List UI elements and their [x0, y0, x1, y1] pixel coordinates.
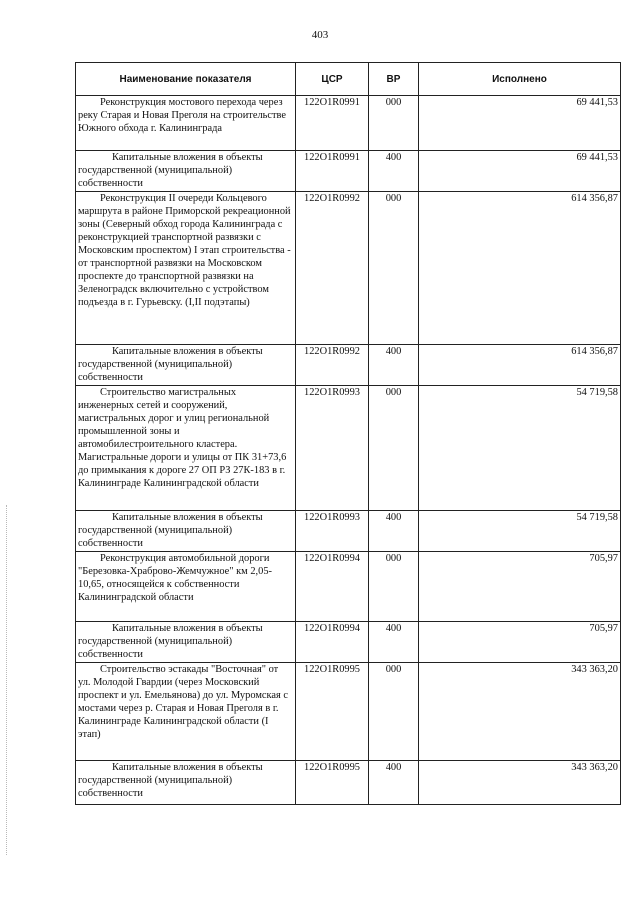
- row-csr: 122O1R0994: [296, 622, 369, 663]
- row-csr: 122O1R0993: [296, 511, 369, 552]
- row-name: Капитальные вложения в объекты государственной (муниципальной) собственности: [76, 622, 296, 663]
- header-executed: Исполнено: [419, 63, 621, 96]
- table-row: [76, 96, 621, 151]
- row-name: Капитальные вложения в объекты государственной (муниципальной) собственности: [76, 345, 296, 386]
- scan-margin-dots: [6, 505, 8, 855]
- row-csr: 122O1R0993: [296, 386, 369, 511]
- row-vr: 400: [369, 761, 419, 805]
- table-row: [76, 622, 621, 663]
- row-executed: 54 719,58: [419, 511, 621, 552]
- page-number: 403: [311, 29, 329, 41]
- table-row: [76, 345, 621, 386]
- row-name: Реконструкция автомобильной дороги "Березовка-Храброво-Жемчужное" км 2,05-10,65, относящейся к собственности Калининградской области: [76, 552, 296, 622]
- row-name: Строительство эстакады "Восточная" от ул. Молодой Гвардии (через Московский проспект и ул. Емельянова) до ул. Муромская с мостами через р. Старая и Новая Преголя в г. Калининграде Калининградской области (I этап): [76, 663, 296, 761]
- row-csr: 122O1R0992: [296, 345, 369, 386]
- row-csr: 122O1R0994: [296, 552, 369, 622]
- row-vr: 400: [369, 151, 419, 192]
- table-row: [76, 151, 621, 192]
- table-row: [76, 552, 621, 622]
- row-name: Реконструкция II очереди Кольцевого маршрута в районе Приморской рекреационной зоны (Северный обход города Калининграда с реконструкцией транспортной развязки с Московским проспектом) I этап строительства - от транспортной развязки на Московском проспекте до транспортной развязки на Зеленоградск включительно с устройством подъезда в г. Гурьевску. (I,II подэтапы): [76, 192, 296, 345]
- row-name: Капитальные вложения в объекты государственной (муниципальной) собственности: [76, 511, 296, 552]
- row-vr: 000: [369, 386, 419, 511]
- budget-table: [75, 62, 621, 805]
- row-csr: 122O1R0991: [296, 96, 369, 151]
- row-executed: 614 356,87: [419, 345, 621, 386]
- table-row: [76, 511, 621, 552]
- row-executed: 343 363,20: [419, 663, 621, 761]
- row-vr: 400: [369, 511, 419, 552]
- row-csr: 122O1R0991: [296, 151, 369, 192]
- header-vr: ВР: [369, 63, 419, 96]
- header-name: Наименование показателя: [76, 63, 296, 96]
- row-vr: 000: [369, 96, 419, 151]
- row-vr: 400: [369, 345, 419, 386]
- row-executed: 614 356,87: [419, 192, 621, 345]
- row-vr: 000: [369, 192, 419, 345]
- row-executed: 705,97: [419, 552, 621, 622]
- header-csr: ЦСР: [296, 63, 369, 96]
- row-executed: 705,97: [419, 622, 621, 663]
- row-executed: 54 719,58: [419, 386, 621, 511]
- table-row: [76, 761, 621, 805]
- row-vr: 400: [369, 622, 419, 663]
- row-executed: 69 441,53: [419, 96, 621, 151]
- row-name: Капитальные вложения в объекты государственной (муниципальной) собственности: [76, 761, 296, 805]
- row-name: Капитальные вложения в объекты государственной (муниципальной) собственности: [76, 151, 296, 192]
- table-row: [76, 386, 621, 511]
- row-vr: 000: [369, 663, 419, 761]
- table-row: [76, 192, 621, 345]
- row-executed: 69 441,53: [419, 151, 621, 192]
- row-vr: 000: [369, 552, 419, 622]
- table-header-row: [76, 63, 621, 96]
- row-name: Реконструкция мостового перехода через реку Старая и Новая Преголя на строительстве Южного обхода г. Калининграда: [76, 96, 296, 151]
- row-csr: 122O1R0995: [296, 663, 369, 761]
- row-name: Строительство магистральных инженерных сетей и сооружений, магистральных дорог и улиц региональной промышленной зоны и автомобилестроительного кластера. Магистральные дороги и улицы от ПК 31+73,6 до примыкания к дороге 27 ОП РЗ 27К-183 в г. Калининграде Калининградской области: [76, 386, 296, 511]
- row-csr: 122O1R0995: [296, 761, 369, 805]
- table-row: [76, 663, 621, 761]
- row-executed: 343 363,20: [419, 761, 621, 805]
- row-csr: 122O1R0992: [296, 192, 369, 345]
